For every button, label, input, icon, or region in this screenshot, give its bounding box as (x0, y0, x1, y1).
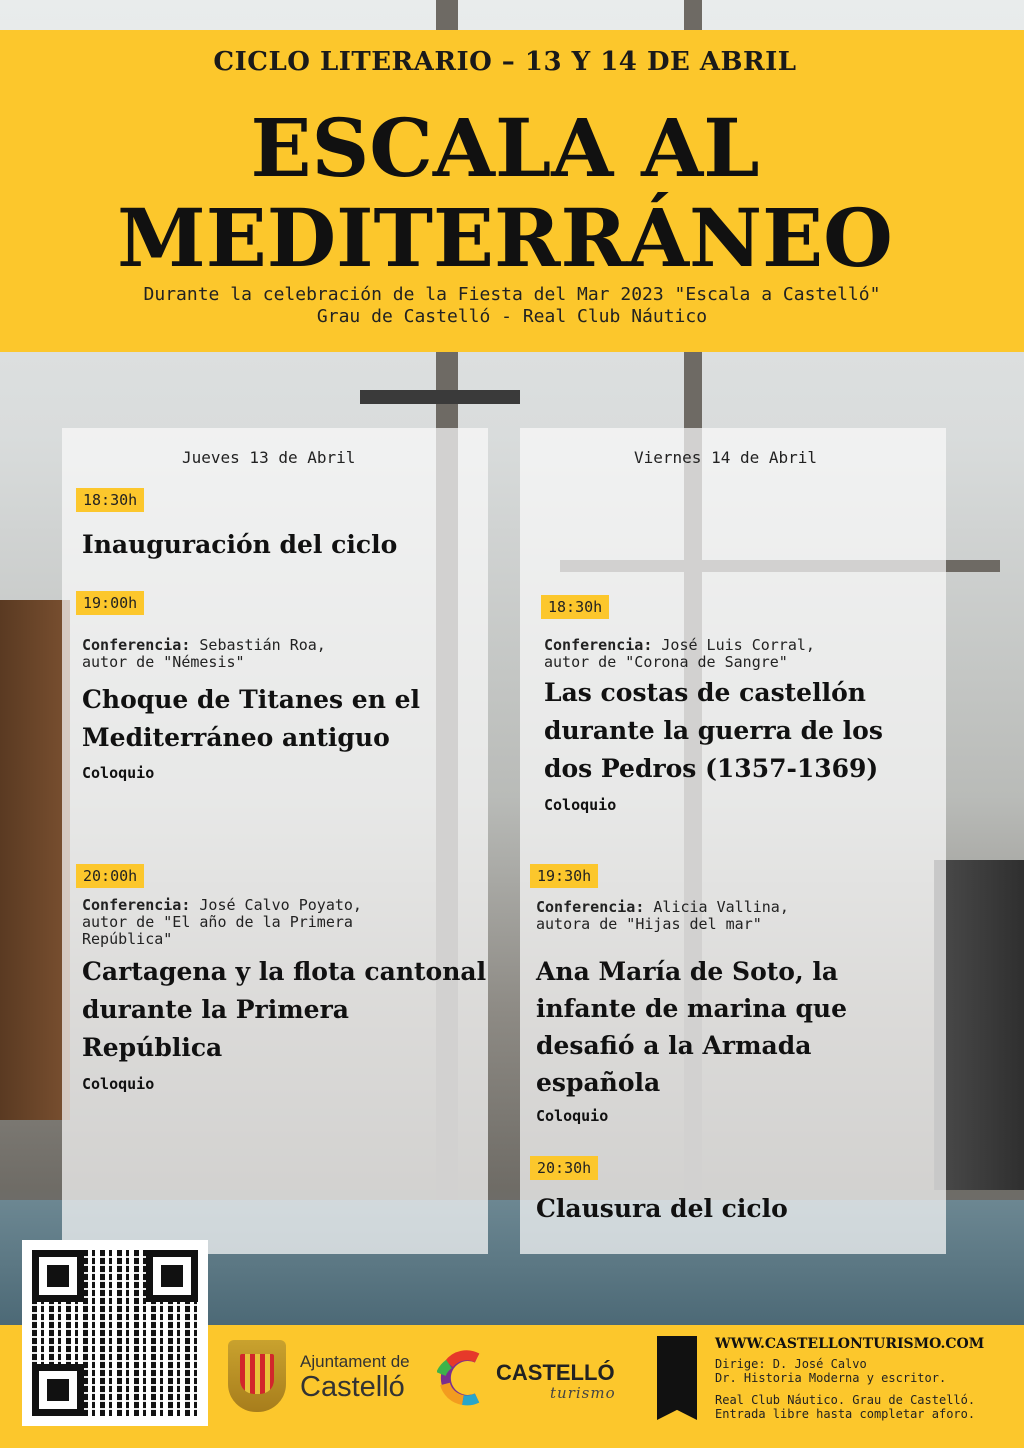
speaker-name: José Calvo Poyato, (190, 896, 362, 914)
director-title: Dr. Historia Moderna y escritor. (715, 1371, 947, 1385)
event-title-line: durante la Primera (82, 995, 349, 1024)
event-title-line: Mediterráneo antiguo (82, 723, 390, 752)
event-title (82, 953, 486, 1067)
speaker-book: autor de "El año de la Primera (82, 913, 353, 931)
friday-day-label: Viernes 14 de Abril (634, 448, 818, 467)
website-link[interactable]: WWW.CASTELLONTURISMO.COM (715, 1336, 985, 1352)
time-badge: 20:00h (76, 864, 144, 888)
speaker-info (82, 637, 326, 671)
castello-turismo-logo-icon (437, 1344, 489, 1412)
event-format: Coloquio (536, 1107, 609, 1125)
conference-label: Conferencia: (544, 636, 653, 654)
speaker-book: autor de "Corona de Sangre" (544, 653, 788, 671)
speaker-book: República" (82, 930, 173, 948)
ship-hull-right (934, 860, 1024, 1190)
event-title-line: Las costas de castellón (544, 678, 866, 707)
friday-panel (520, 428, 946, 1254)
banner-icon (657, 1336, 697, 1420)
ship-yard (360, 390, 520, 404)
qr-code[interactable] (22, 1240, 208, 1426)
event-title-line: española (536, 1068, 661, 1097)
event-title-line: desafió a la Armada (536, 1031, 812, 1060)
speaker-book: autor de "Némesis" (82, 653, 245, 671)
event-format: Coloquio (82, 764, 155, 782)
time-badge: 19:30h (530, 864, 598, 888)
ajuntament-city: Castelló (300, 1371, 405, 1403)
speaker-book: autora de "Hijas del mar" (536, 915, 762, 933)
event-title: Inauguración del ciclo (82, 530, 398, 559)
castello-coat-of-arms-icon (228, 1340, 286, 1412)
event-format: Coloquio (82, 1075, 155, 1093)
speaker-name: José Luis Corral, (652, 636, 815, 654)
venue-info: Real Club Náutico. Grau de Castelló. (715, 1393, 976, 1407)
event-title-line: Ana María de Soto, la (536, 957, 839, 986)
event-title-line: infante de marina que (536, 994, 848, 1023)
conference-label: Conferencia: (536, 898, 645, 916)
event-format: Coloquio (544, 796, 617, 814)
time-badge: 18:30h (541, 595, 609, 619)
speaker-info (536, 899, 789, 933)
event-title-line: Cartagena y la flota cantonal (82, 957, 487, 986)
qr-finder (146, 1250, 198, 1302)
castello-brand: CASTELLÓ (496, 1360, 615, 1385)
event-title (82, 681, 420, 757)
event-title-line: durante la guerra de los (544, 716, 883, 745)
entry-info: Entrada libre hasta completar aforo. (715, 1407, 976, 1421)
event-title: Clausura del ciclo (536, 1194, 788, 1223)
qr-finder (32, 1364, 84, 1416)
speaker-name: Alicia Vallina, (644, 898, 789, 916)
time-badge: 19:00h (76, 591, 144, 615)
qr-finder (32, 1250, 84, 1302)
speaker-info (544, 637, 815, 671)
speaker-info (82, 897, 362, 948)
event-title (536, 953, 847, 1101)
ajuntament-label: Ajuntament de (300, 1352, 410, 1371)
time-badge: 20:30h (530, 1156, 598, 1180)
event-title-line: Choque de Titanes en el (82, 685, 421, 714)
cycle-label: CICLO LITERARIO – 13 Y 14 DE ABRIL (213, 47, 797, 77)
subtitle-line2: Grau de Castelló - Real Club Náutico (316, 306, 708, 327)
time-badge: 18:30h (76, 488, 144, 512)
page-title-line1: ESCALA AL (250, 101, 760, 195)
event-title (544, 674, 883, 788)
turismo-script: turismo (550, 1384, 616, 1402)
event-title-line: República (82, 1033, 223, 1062)
speaker-name: Sebastián Roa, (190, 636, 326, 654)
director-credit: Dirige: D. José Calvo (715, 1357, 867, 1371)
conference-label: Conferencia: (82, 896, 191, 914)
ship-hull-left (0, 600, 70, 1120)
page-title-line2: MEDITERRÁNEO (117, 191, 893, 285)
subtitle-line1: Durante la celebración de la Fiesta del Mar 2023 "Escala a Castelló" (143, 284, 881, 305)
conference-label: Conferencia: (82, 636, 191, 654)
event-title-line: dos Pedros (1357-1369) (544, 754, 879, 783)
thursday-day-label: Jueves 13 de Abril (182, 448, 356, 467)
